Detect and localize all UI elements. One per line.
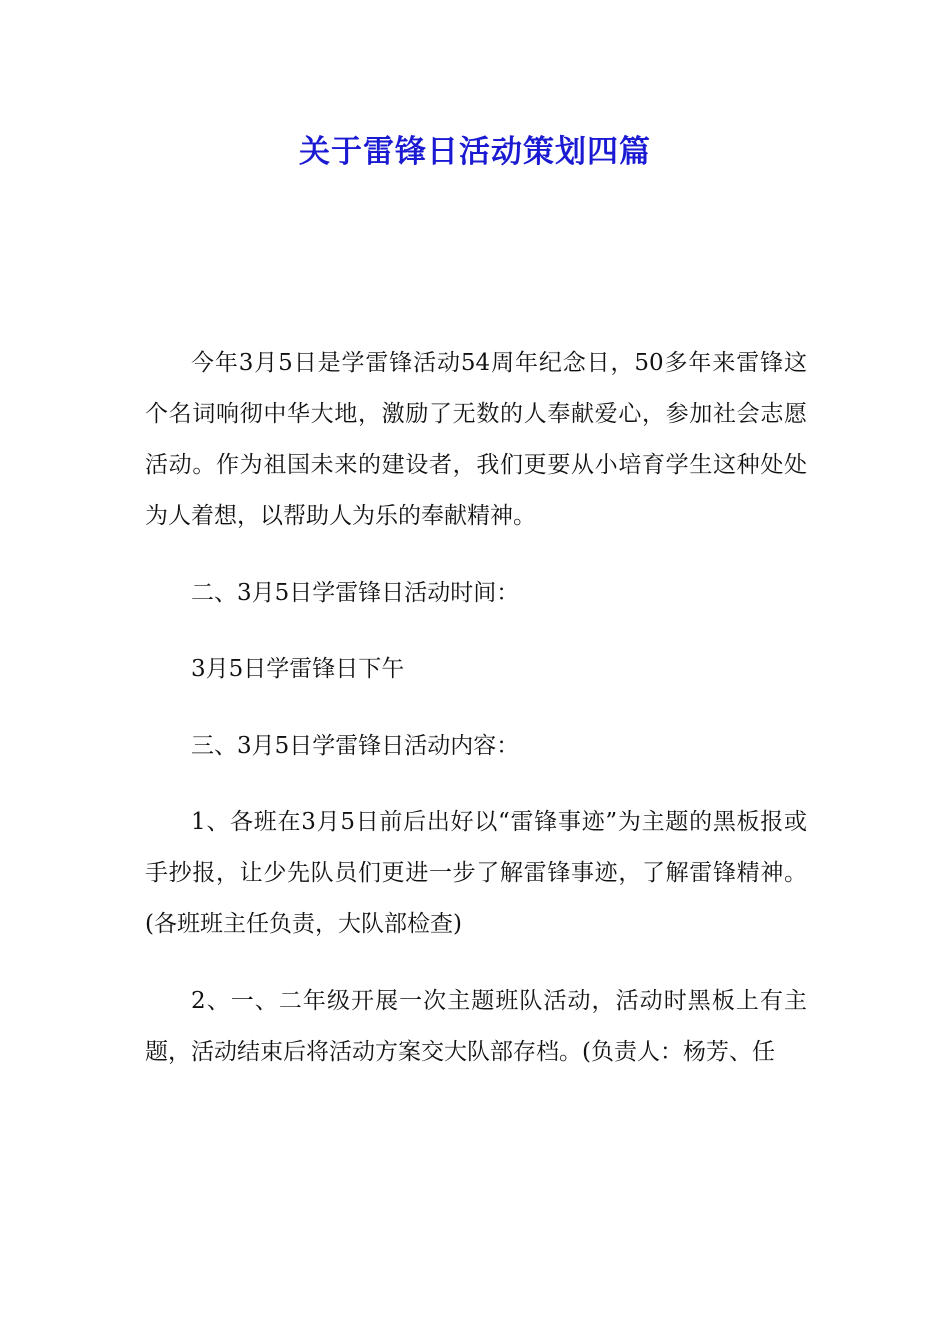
paragraph-time-detail: 3月5日学雷锋日下午: [191, 656, 405, 682]
paragraph-section-time: 二、3月5日学雷锋日活动时间：: [191, 579, 520, 606]
document-body: [145, 338, 807, 1103]
paragraph-section-content: 三、3月5日学雷锋日活动内容：: [191, 732, 520, 759]
paragraph-intro: 今年3月5日是学雷锋活动54周年纪念日，50多年来雷锋这个名词响彻中华大地，激励了无数的人奉献爱心，参加社会志愿活动。作为祖国未来的建设者，我们更要从小培育学生这种处处为人着想，以帮助人为乐的奉献精神。: [145, 350, 807, 529]
paragraph-item-2: 2、一、二年级开展一次主题班队活动，活动时黑板上有主题，活动结束后将活动方案交大队部存档。(负责人：杨芳、任: [145, 987, 807, 1065]
document-title: 关于雷锋日活动策划四篇: [299, 134, 651, 170]
paragraph-item-1: 1、各班在3月5日前后出好以“雷锋事迹”为主题的黑板报或手抄报，让少先队员们更进一步了解雷锋事迹，了解雷锋精神。(各班班主任负责，大队部检查): [145, 809, 807, 937]
